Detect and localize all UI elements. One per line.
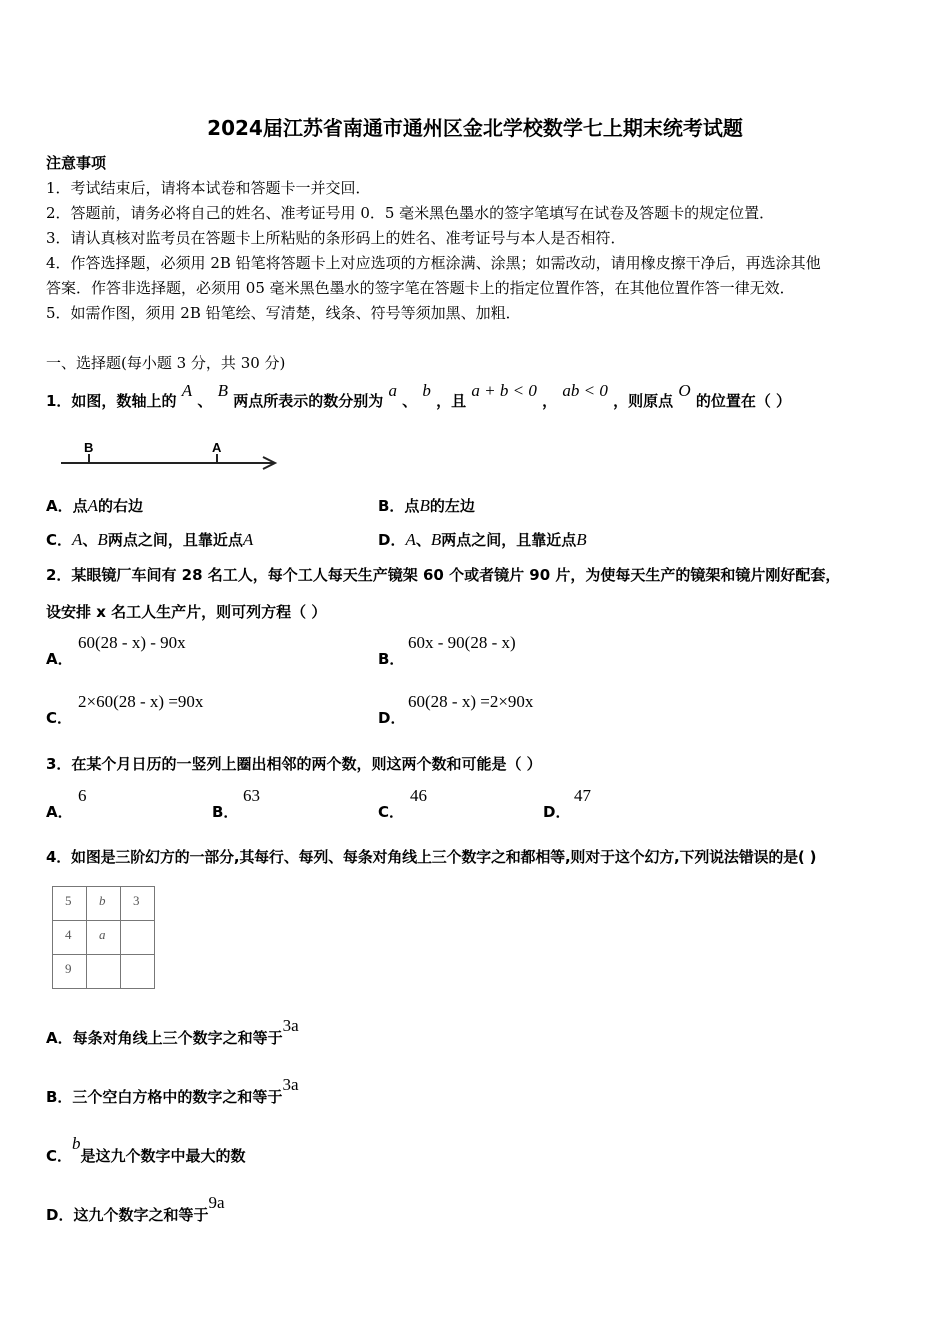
notice-item-4-cont: 答案．作答非选择题，必须用 05 毫米黑色墨水的签字笔在答题卡上的指定位置作答，在其他位置作答一律无效．	[46, 279, 795, 297]
q3-option-c-value: 46	[410, 786, 427, 805]
question-1: 1．如图，数轴上的 A 、 B 两点所表示的数分别为 a 、 b ，且 a + b < 0 ， ab < 0 ，则原点 O 的位置在（ ）	[46, 381, 792, 410]
q4-option-d[interactable]: D．这九个数字之和等于9a	[46, 1193, 225, 1224]
math-a: a	[388, 381, 397, 400]
number-line-figure	[55, 438, 285, 476]
notice-item-3: 3．请认真核对监考员在答题卡上所粘贴的条形码上的姓名、准考证号与本人是否相符．	[46, 229, 626, 247]
condition-sum: a + b < 0	[471, 381, 537, 400]
q1-option-b[interactable]: B．点B的左边	[378, 496, 475, 515]
question-3: 3．在某个月日历的一竖列上圈出相邻的两个数，则这两个数和可能是（ ）	[46, 755, 542, 773]
question-4: 4．如图是三阶幻方的一部分,其每行、每列、每条对角线上三个数字之和都相等,则对于这个幻方,下列说法错误的是( )	[46, 848, 817, 866]
q1-option-c[interactable]: C．A、B两点之间，且靠近点A	[46, 530, 254, 549]
question-2-line-2: 设安排 x 名工人生产片，则可列方程（ ）	[46, 603, 327, 621]
question-2-line-1: 2．某眼镜厂车间有 28 名工人，每个工人每天生产镜架 60 个或者镜片 90 片，为使每天生产的镜架和镜片刚好配套，	[46, 566, 841, 584]
cell: 5	[53, 887, 87, 921]
q3-option-a-value: 6	[78, 786, 87, 805]
q2-option-a-label[interactable]: A．	[46, 650, 73, 668]
q3-option-b-value: 63	[243, 786, 260, 805]
axis-label-b: B	[84, 440, 94, 455]
q3-option-d-value: 47	[574, 786, 591, 805]
q3-option-d-label[interactable]: D．	[543, 803, 571, 821]
q2-option-b-label[interactable]: B．	[378, 650, 405, 668]
math-B: B	[217, 381, 228, 400]
q2-option-c-formula: 2×60(28 - x) =90x	[78, 692, 204, 711]
math-A: A	[181, 381, 193, 400]
q3-option-b-label[interactable]: B．	[212, 803, 239, 821]
math-O: O	[678, 381, 691, 400]
notice-item-5: 5．如需作图，须用 2B 铅笔绘、写清楚，线条、符号等须加黑、加粗．	[46, 304, 521, 322]
cell	[121, 921, 155, 955]
axis-label-a: A	[212, 440, 222, 455]
page-title: 2024届江苏省南通市通州区金北学校数学七上期末统考试题	[207, 116, 743, 140]
q4-option-b[interactable]: B．三个空白方格中的数字之和等于3a	[46, 1075, 299, 1106]
notice-heading: 注意事项	[46, 154, 107, 172]
cell: 4	[53, 921, 87, 955]
q2-option-d-label[interactable]: D．	[378, 709, 406, 727]
cell: 3	[121, 887, 155, 921]
q2-option-b-formula: 60x - 90(28 - x)	[408, 633, 516, 652]
notice-item-2: 2．答题前，请务必将自己的姓名、准考证号用 0．5 毫米黑色墨水的签字笔填写在试卷及答题卡的规定位置．	[46, 204, 775, 222]
q1-option-d[interactable]: D．A、B两点之间，且靠近点B	[378, 530, 587, 549]
cell	[121, 955, 155, 989]
q2-option-c-label[interactable]: C．	[46, 709, 73, 727]
q4-option-a[interactable]: A．每条对角线上三个数字之和等于3a	[46, 1016, 299, 1047]
notice-item-1: 1．考试结束后，请将本试卷和答题卡一并交回．	[46, 179, 371, 197]
cell	[87, 955, 121, 989]
notice-item-4: 4．作答选择题，必须用 2B 铅笔将答题卡上对应选项的方框涂满、涂黑；如需改动，请用橡皮擦干净后，再选涂其他	[46, 254, 821, 272]
q3-option-a-label[interactable]: A．	[46, 803, 73, 821]
cell: 9	[53, 955, 87, 989]
q4-option-c[interactable]: C．b是这九个数字中最大的数	[46, 1134, 246, 1165]
cell: b	[87, 887, 121, 921]
cell: a	[87, 921, 121, 955]
section-heading: 一、选择题(每小题 3 分，共 30 分)	[46, 354, 286, 372]
q1-option-a[interactable]: A．点A的右边	[46, 496, 144, 515]
magic-square	[52, 886, 155, 989]
q2-option-a-formula: 60(28 - x) - 90x	[78, 633, 186, 652]
q2-option-d-formula: 60(28 - x) =2×90x	[408, 692, 534, 711]
q3-option-c-label[interactable]: C．	[378, 803, 405, 821]
math-b: b	[422, 381, 431, 400]
condition-product: ab < 0	[562, 381, 608, 400]
